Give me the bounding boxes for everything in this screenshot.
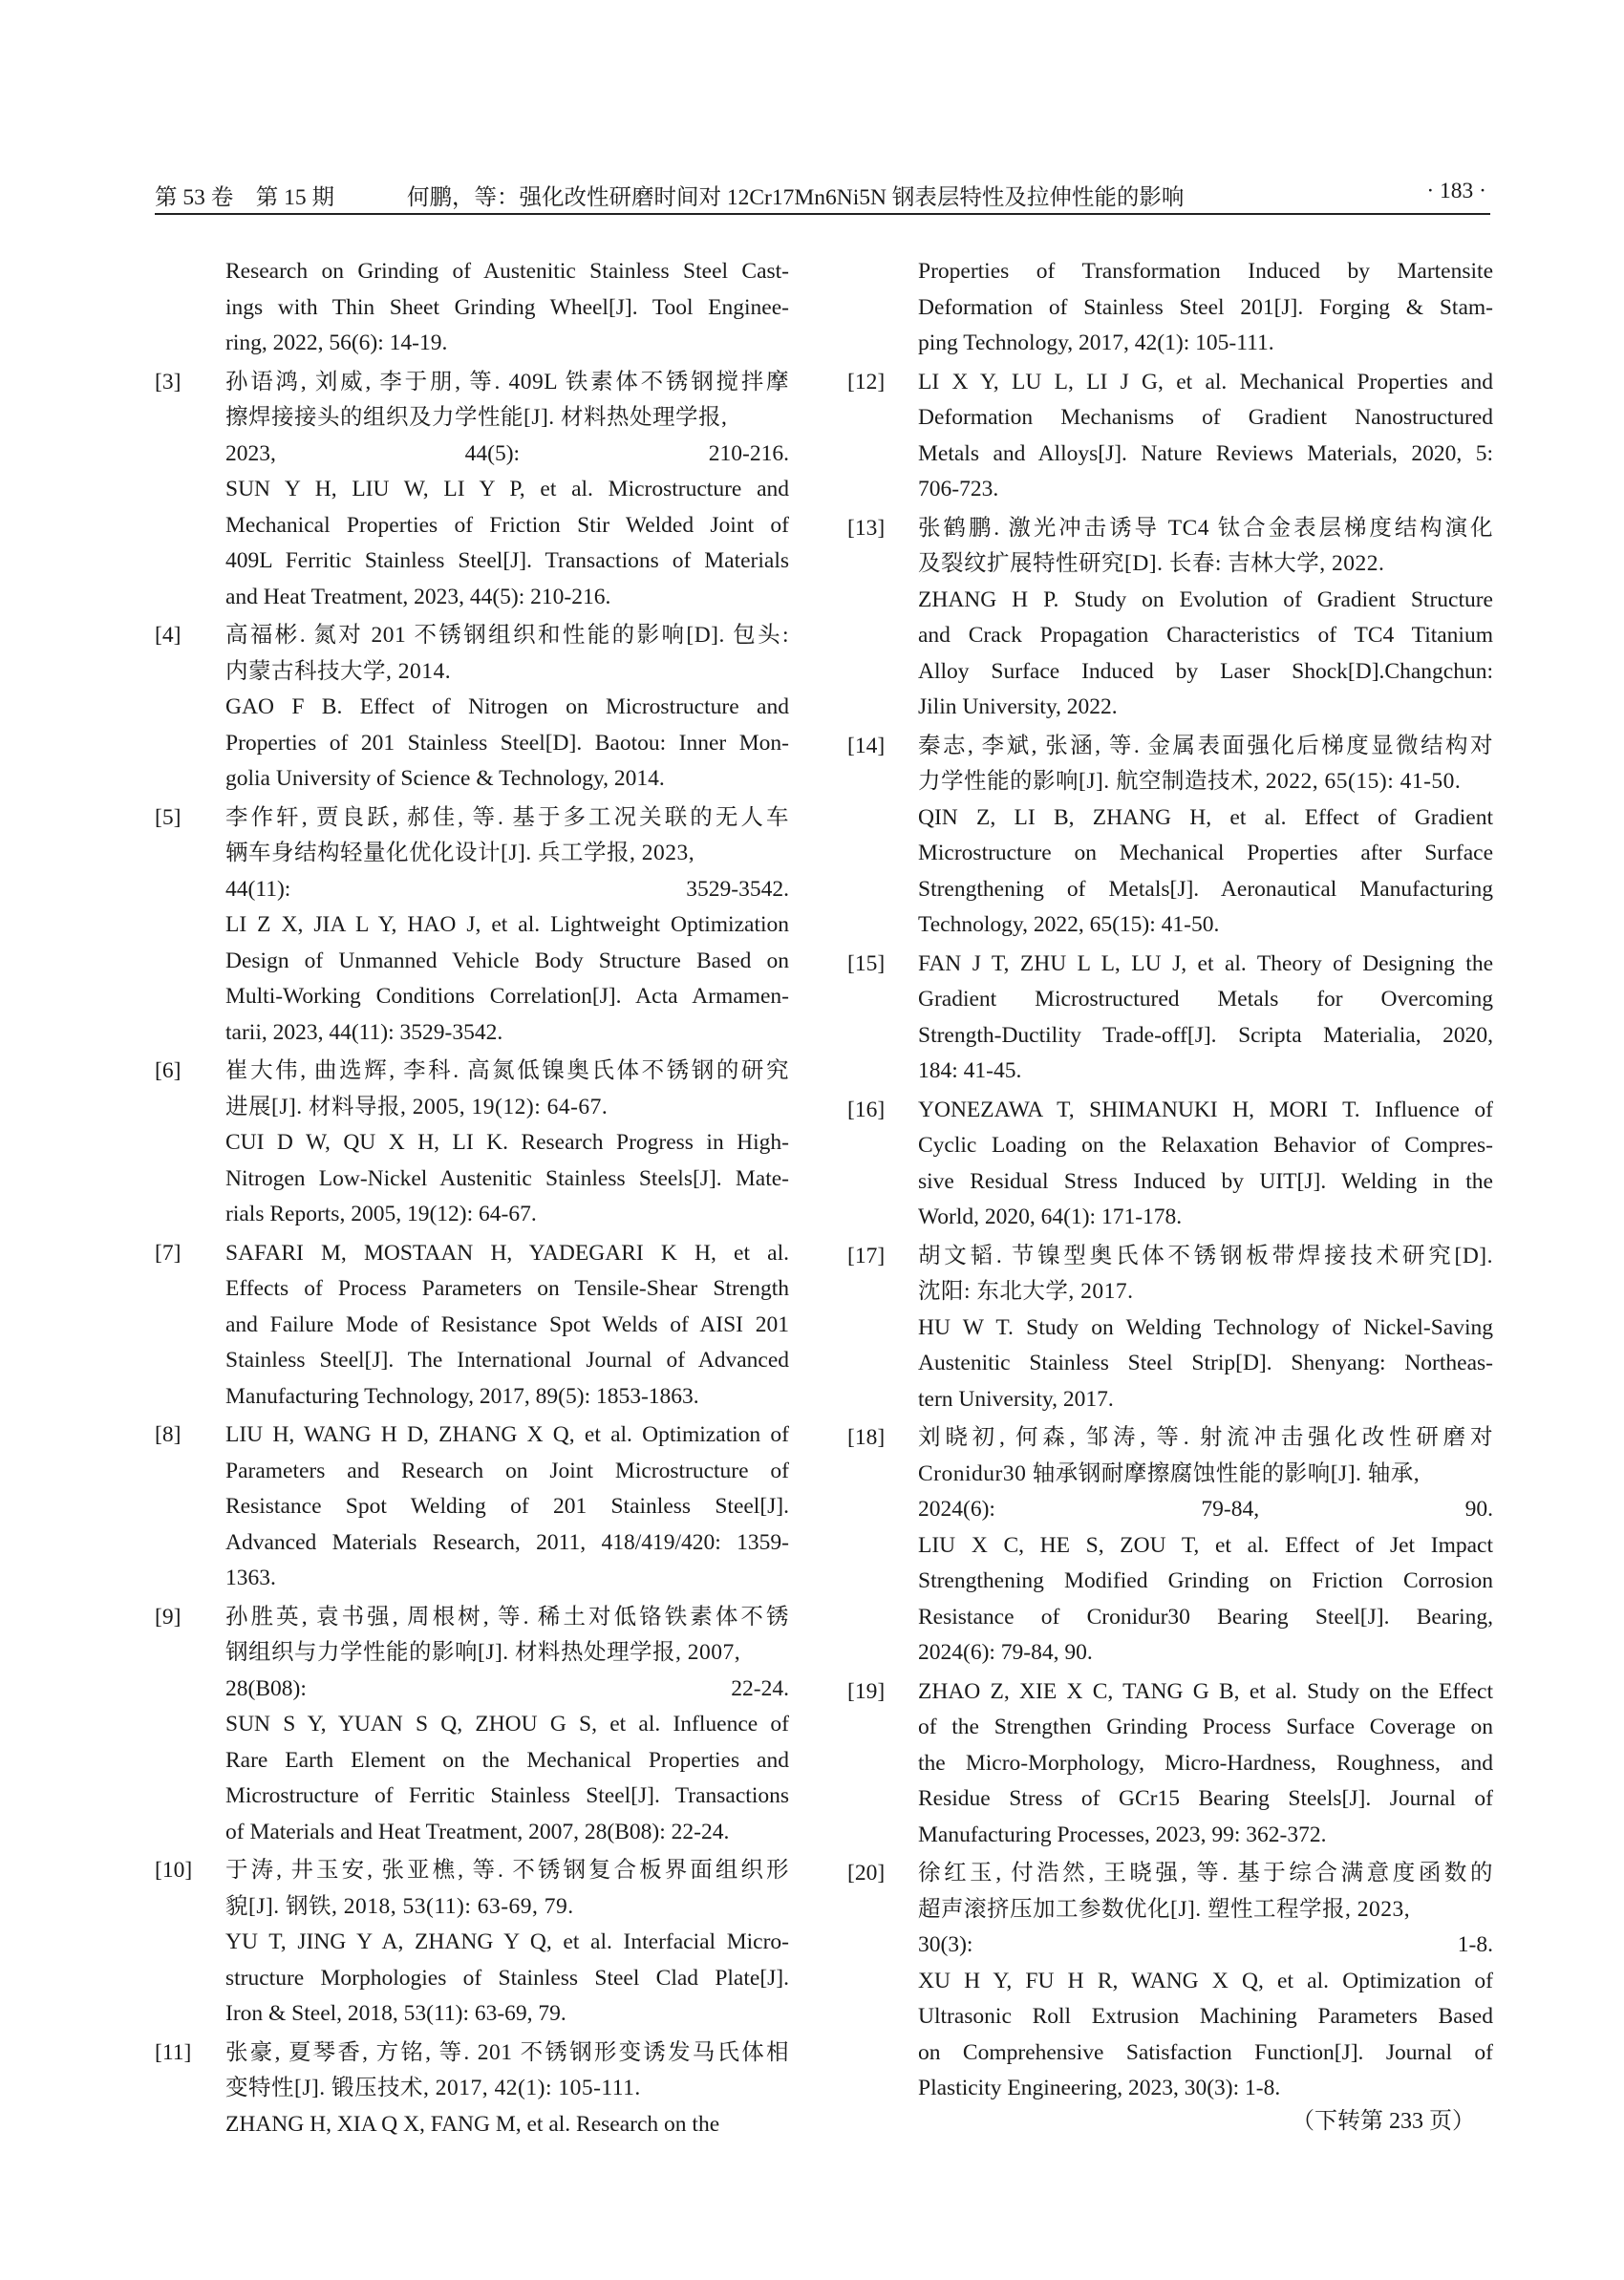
reference-line: Mechanical Properties of Friction Stir Welded Joint of (225, 512, 789, 538)
reference-line: 刘晓初, 何森, 邹涛, 等. 射流冲击强化改性研磨对 (918, 1425, 1493, 1450)
reference-line: Cyclic Loading on the Relaxation Behavior of Compres- (918, 1133, 1493, 1158)
reference-line: YU T, JING Y A, ZHANG Y Q, et al. Interfacial Micro- (225, 1929, 789, 1954)
reference-line: Research on Grinding of Austenitic Stainless Steel Cast- (225, 259, 789, 284)
reference-line: 44(11): 3529-3542. (225, 876, 789, 902)
reference-line: and Heat Treatment, 2023, 44(5): 210-216. (225, 584, 611, 609)
reference-line: 李作轩, 贾良跃, 郝佳, 等. 基于多工况关联的无人车 (225, 804, 789, 830)
reference-line: of Materials and Heat Treatment, 2007, 28(B08): 22-24. (225, 1819, 730, 1844)
reference-line: Advanced Materials Research, 2011, 418/419/420: 1359- (225, 1529, 789, 1555)
reference-line: Resistance Spot Welding of 201 Stainless Steel[J]. (225, 1494, 789, 1519)
reference-line: Austenitic Stainless Steel Strip[D]. Shenyang: Northeas- (918, 1351, 1493, 1375)
reference-number: [14] (847, 733, 886, 758)
reference-line: tern University, 2017. (918, 1386, 1114, 1412)
reference-entry (847, 1239, 1493, 1418)
reference-number: [6] (155, 1058, 182, 1083)
reference-line: 706-723. (918, 477, 999, 501)
reference-line: 2024(6): 79-84, 90. (918, 1497, 1493, 1522)
reference-line: Parameters and Research on Joint Microstructure of (225, 1458, 789, 1483)
reference-entry (847, 729, 1493, 944)
reference-line: ZHAO Z, XIE X C, TANG G B, et al. Study on the Effect (918, 1678, 1493, 1704)
reference-line: SUN S Y, YUAN S Q, ZHOU G S, et al. Influence of (225, 1712, 789, 1737)
reference-line: LIU X C, HE S, ZOU T, et al. Effect of Jet Impact (918, 1532, 1493, 1558)
reference-line: HU W T. Study on Welding Technology of Nickel-Saving (918, 1314, 1493, 1340)
reference-entry (155, 1417, 789, 1597)
reference-number: [13] (847, 515, 886, 541)
reference-number: [7] (155, 1240, 182, 1266)
reference-number: [3] (155, 369, 182, 394)
reference-entry (155, 2035, 789, 2143)
reference-line: 184: 41-45. (918, 1058, 1022, 1083)
reference-entry (847, 1674, 1493, 1854)
reference-line: Manufacturing Technology, 2017, 89(5): 1853-1863. (225, 1383, 699, 1409)
reference-line: Deformation of Stainless Steel 201[J]. Forging & Stam- (918, 294, 1493, 320)
reference-line: 力学性能的影响[J]. 航空制造技术, 2022, 65(15): 41-50. (918, 769, 1462, 794)
reference-line: 2024(6): 79-84, 90. (918, 1640, 1093, 1665)
reference-line: Residue Stress of GCr15 Bearing Steels[J]. Journal of (918, 1786, 1493, 1811)
reference-line: Technology, 2022, 65(15): 41-50. (918, 912, 1220, 937)
reference-line: SUN Y H, LIU W, LI Y P, et al. Microstructure and (225, 477, 789, 501)
reference-entry (847, 365, 1493, 508)
reference-line: Plasticity Engineering, 2023, 30(3): 1-8. (918, 2076, 1281, 2100)
volume-issue: 第 53 卷 第 15 期 (155, 185, 334, 210)
reference-line: 孙语鸿, 刘威, 李于朋, 等. 409L 铁素体不锈钢搅拌摩 (225, 369, 789, 394)
reference-number: [10] (155, 1858, 193, 1883)
reference-line: ings with Thin Sheet Grinding Wheel[J]. Tool Enginee- (225, 294, 789, 320)
reference-line: YONEZAWA T, SHIMANUKI H, MORI T. Influence of (918, 1097, 1493, 1122)
reference-line: 28(B08): 22-24. (225, 1675, 789, 1701)
reference-line: Deformation Mechanisms of Gradient Nanostructured (918, 405, 1493, 430)
reference-line: 孙胜英, 袁书强, 周根树, 等. 稀土对低铬铁素体不锈 (225, 1604, 789, 1630)
reference-number: [18] (847, 1425, 886, 1450)
reference-line: 擦焊接接头的组织及力学性能[J]. 材料热处理学报, (225, 405, 728, 430)
reference-line: and Failure Mode of Resistance Spot Welds of AISI 201 (225, 1311, 789, 1337)
reference-entry (847, 1856, 1493, 2107)
reference-line: Alloy Surface Induced by Laser Shock[D].Changchun: (918, 658, 1493, 684)
reference-line: 2023, 44(5): 210-216. (225, 440, 789, 466)
reference-line: LI Z X, JIA L Y, HAO J, et al. Lightweight Optimization (225, 912, 789, 937)
reference-line: 沈阳: 东北大学, 2017. (918, 1279, 1134, 1304)
reference-entry (155, 1054, 789, 1233)
reference-line: Stainless Steel[J]. The International Journal of Advanced (225, 1348, 789, 1373)
reference-number: [9] (155, 1604, 182, 1630)
reference-line: CUI D W, QU X H, LI K. Research Progress in High- (225, 1130, 789, 1155)
reference-line: ping Technology, 2017, 42(1): 105-111. (918, 330, 1274, 355)
reference-line: 张豪, 夏琴香, 方铭, 等. 201 不锈钢形变诱发马氏体相 (225, 2039, 789, 2065)
reference-line: 于涛, 井玉安, 张亚樵, 等. 不锈钢复合板界面组织形 (225, 1858, 789, 1883)
reference-line: Ultrasonic Roll Extrusion Machining Parameters Based (918, 2004, 1493, 2029)
running-header (155, 175, 1490, 215)
reference-line: 30(3): 1-8. (918, 1932, 1493, 1957)
references-right-column (847, 254, 1493, 2110)
reference-line: LIU H, WANG H D, ZHANG X Q, et al. Optimization of (225, 1422, 789, 1447)
reference-line: the Micro-Morphology, Micro-Hardness, Roughness, and (918, 1750, 1493, 1776)
reference-line: golia University of Science & Technology, 2014. (225, 766, 665, 791)
reference-line: 张鹤鹏. 激光冲击诱导 TC4 钛合金表层梯度结构演化 (918, 515, 1493, 541)
reference-entry (847, 1420, 1493, 1672)
page-number: · 183 · (1426, 179, 1486, 203)
reference-line: ZHANG H P. Study on Evolution of Gradient Structure (918, 586, 1493, 612)
reference-line: 超声滚挤压加工参数优化[J]. 塑性工程学报, 2023, (918, 1896, 1411, 1922)
reference-number: [15] (847, 950, 886, 976)
reference-line: 胡文韬. 节镍型奥氏体不锈钢板带焊接技术研究[D]. (918, 1243, 1493, 1268)
reference-line: 徐红玉, 付浩然, 王晓强, 等. 基于综合满意度函数的 (918, 1861, 1493, 1886)
reference-line: of the Strengthen Grinding Process Surface Coverage on (918, 1715, 1493, 1739)
reference-line: Properties of 201 Stainless Steel[D]. Baotou: Inner Mon- (225, 730, 789, 756)
reference-line: Nitrogen Low-Nickel Austenitic Stainless Steels[J]. Mate- (225, 1165, 789, 1191)
reference-line: ring, 2022, 56(6): 14-19. (225, 330, 448, 355)
reference-entry (847, 947, 1493, 1090)
reference-number: [12] (847, 369, 886, 394)
reference-line: 内蒙古科技大学, 2014. (225, 658, 452, 684)
reference-entry (847, 511, 1493, 726)
reference-line: Cronidur30 轴承钢耐摩擦腐蚀性能的影响[J]. 轴承, (918, 1460, 1421, 1486)
reference-line: tarii, 2023, 44(11): 3529-3542. (225, 1019, 503, 1045)
reference-number: [19] (847, 1678, 886, 1704)
reference-entry (155, 1236, 789, 1416)
reference-entry (155, 1853, 789, 2033)
reference-line: World, 2020, 64(1): 171-178. (918, 1204, 1183, 1229)
reference-line: 辆车身结构轻量化优化设计[J]. 兵工学报, 2023, (225, 841, 695, 865)
reference-line: 崔大伟, 曲选辉, 李科. 高氮低镍奥氏体不锈钢的研究 (225, 1058, 789, 1083)
reference-line: 钢组织与力学性能的影响[J]. 材料热处理学报, 2007, (225, 1640, 741, 1665)
reference-line: Multi-Working Conditions Correlation[J]. Acta Armamen- (225, 984, 789, 1009)
reference-line: Iron & Steel, 2018, 53(11): 63-69, 79. (225, 2001, 566, 2026)
reference-line: Strengthening of Metals[J]. Aeronautical Manufacturing (918, 876, 1493, 902)
reference-line: 高福彬. 氮对 201 不锈钢组织和性能的影响[D]. 包头: (225, 623, 789, 648)
reference-line: Metals and Alloys[J]. Nature Reviews Materials, 2020, 5: (918, 440, 1493, 466)
reference-line: LI X Y, LU L, LI J G, et al. Mechanical Properties and (918, 369, 1493, 394)
reference-number: [17] (847, 1243, 886, 1268)
reference-line: Jilin University, 2022. (918, 694, 1118, 719)
reference-line: QIN Z, LI B, ZHANG H, et al. Effect of Gradient (918, 804, 1493, 830)
reference-line: Rare Earth Element on the Mechanical Properties and (225, 1747, 789, 1773)
running-title: 何鹏，等：强化改性研磨时间对 12Cr17Mn6Ni5N 钢表层特性及拉伸性能的影响 (407, 185, 1185, 210)
reference-entry (155, 800, 789, 1052)
reference-entry (155, 618, 789, 798)
reference-line: SAFARI M, MOSTAAN H, YADEGARI K H, et al. (225, 1240, 789, 1266)
reference-line: ZHANG H, XIA Q X, FANG M, et al. Research on the (225, 2111, 720, 2137)
reference-continuation (847, 254, 1493, 362)
references-left-column (155, 254, 789, 2145)
reference-line: Design of Unmanned Vehicle Body Structure Based on (225, 948, 789, 973)
reference-number: [4] (155, 623, 182, 648)
reference-line: 秦志, 李斌, 张涵, 等. 金属表面强化后梯度显微结构对 (918, 733, 1493, 758)
reference-line: 变特性[J]. 锻压技术, 2017, 42(1): 105-111. (225, 2076, 641, 2100)
reference-line: Microstructure on Mechanical Properties after Surface (918, 841, 1493, 865)
reference-continuation (155, 254, 789, 362)
reference-line: Properties of Transformation Induced by Martensite (918, 259, 1493, 284)
reference-line: Resistance of Cronidur30 Bearing Steel[J]. Bearing, (918, 1604, 1493, 1630)
reference-line: 进展[J]. 材料导报, 2005, 19(12): 64-67. (225, 1094, 609, 1119)
reference-line: structure Morphologies of Stainless Steel Clad Plate[J]. (225, 1965, 789, 1991)
reference-line: 貌[J]. 钢铁, 2018, 53(11): 63-69, 79. (225, 1893, 574, 1919)
reference-number: [8] (155, 1422, 182, 1447)
reference-line: GAO F B. Effect of Nitrogen on Microstructure and (225, 694, 789, 719)
reference-entry (847, 1093, 1493, 1236)
reference-line: 409L Ferritic Stainless Steel[J]. Transactions of Materials (225, 548, 789, 573)
reference-line: 1363. (225, 1566, 276, 1590)
reference-line: 及裂纹扩展特性研究[D]. 长春: 吉林大学, 2022. (918, 551, 1385, 576)
reference-line: Strengthening Modified Grinding on Friction Corrosion (918, 1568, 1493, 1593)
reference-line: on Comprehensive Satisfaction Function[J]. Journal of (918, 2039, 1493, 2065)
reference-line: FAN J T, ZHU L L, LU J, et al. Theory of Designing the (918, 950, 1493, 976)
reference-number: [11] (155, 2039, 192, 2065)
reference-line: XU H Y, FU H R, WANG X Q, et al. Optimization of (918, 1968, 1493, 1993)
reference-line: Manufacturing Processes, 2023, 99: 362-372. (918, 1822, 1327, 1847)
reference-line: and Crack Propagation Characteristics of TC4 Titanium (918, 623, 1493, 648)
reference-line: sive Residual Stress Induced by UIT[J]. Welding in the (918, 1168, 1493, 1194)
reference-number: [16] (847, 1097, 886, 1122)
reference-entry (155, 1600, 789, 1851)
reference-line: rials Reports, 2005, 19(12): 64-67. (225, 1202, 537, 1226)
reference-number: [20] (847, 1861, 886, 1886)
reference-line: Strength-Ductility Trade-off[J]. Scripta Materialia, 2020, (918, 1022, 1493, 1048)
reference-line: Microstructure of Ferritic Stainless Steel[J]. Transactions (225, 1783, 789, 1808)
reference-line: Gradient Microstructured Metals for Overcoming (918, 987, 1493, 1012)
continued-on-page-note: （下转第 233 页） (1292, 2109, 1475, 2134)
reference-number: [5] (155, 804, 182, 830)
reference-line: Effects of Process Parameters on Tensile-Shear Strength (225, 1276, 789, 1301)
reference-entry (155, 365, 789, 616)
